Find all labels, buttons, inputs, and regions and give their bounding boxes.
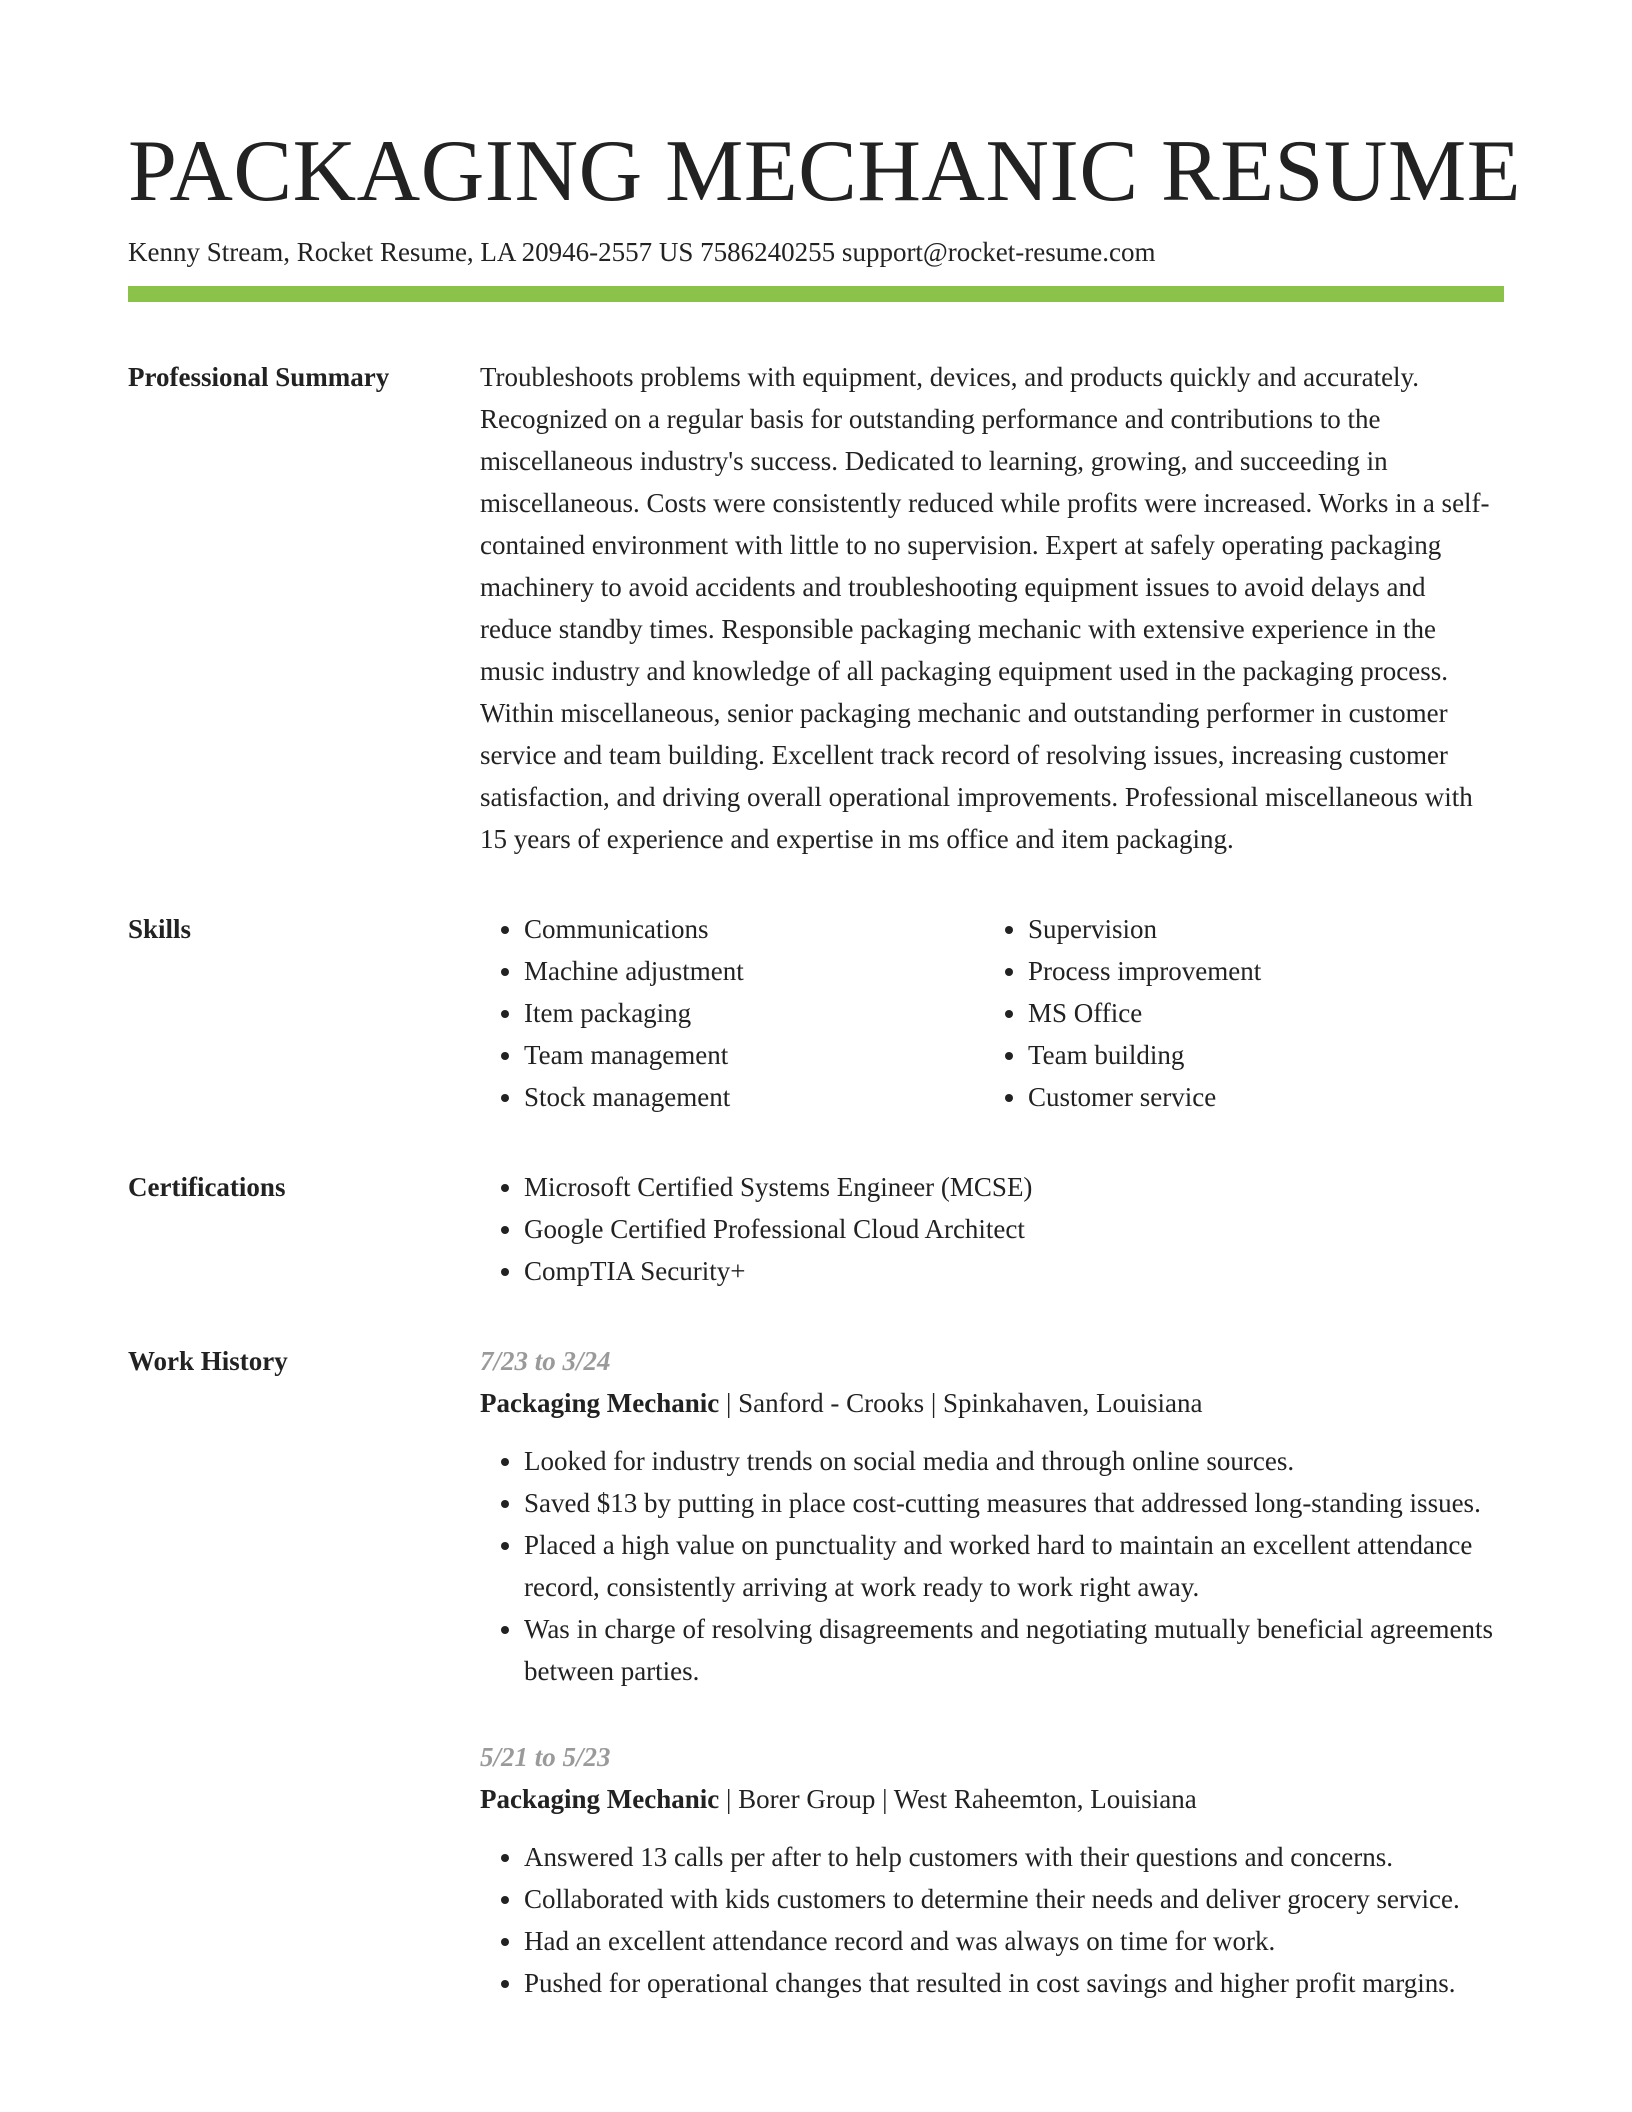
skill-item: • Communications [524,908,984,950]
job-bullet: • Collaborated with kids customers to determine their needs and deliver grocery service. [524,1878,1504,1920]
section-label-summary: Professional Summary [128,362,390,392]
job-entry [480,1736,1504,2004]
job-title: Packaging Mechanic [480,1388,720,1418]
skill-item: • Team building [1028,1034,1488,1076]
resume-page [128,120,1521,2004]
certification-item: • Google Certified Professional Cloud Architect [524,1208,1504,1250]
skill-item: • Process improvement [1028,950,1488,992]
job-entry [480,1340,1504,1692]
job-dates: 7/23 to 3/24 [480,1346,611,1376]
job-bullets [480,1836,1504,2004]
job-bullet: • Pushed for operational changes that resulted in cost savings and higher profit margins. [524,1962,1504,2004]
skills-grid [480,908,1504,1118]
certification-item: • Microsoft Certified Systems Engineer (MCSE) [524,1166,1504,1208]
skill-item: • Stock management [524,1076,984,1118]
job-bullet: • Answered 13 calls per after to help customers with their questions and concerns. [524,1836,1504,1878]
job-bullet: • Had an excellent attendance record and was always on time for work. [524,1920,1504,1962]
section-label-work-history: Work History [128,1346,288,1376]
skill-item: • Supervision [1028,908,1488,950]
job-bullet: • Placed a high value on punctuality and worked hard to maintain an excellent attendance record, consistently arriving at work ready to work right away. [524,1524,1504,1608]
certifications-section [128,1166,1504,1292]
job-bullet: • Looked for industry trends on social media and through online sources. [524,1440,1504,1482]
summary-text: Troubleshoots problems with equipment, devices, and products quickly and accurately. Recognized on a regular basis for outstanding performance and contributions to the miscellaneous industry's success. Dedicated to learning, growing, and succeeding in miscellaneous. Costs were consistently reduced while profits were increased. Works in a self-contained environment with little to no supervision. Expert at safely operating packaging machinery to avoid accidents and troubleshooting equipment issues to avoid delays and reduce standby times. Responsible packaging mechanic with extensive experience in the music industry and knowledge of all packaging equipment used in the packaging process. Within miscellaneous, senior packaging mechanic and outstanding performer in customer service and team building. Excellent track record of resolving issues, increasing customer satisfaction, and driving overall operational improvements. Professional miscellaneous with 15 years of experience and expertise in ms office and item packaging. [480,362,1490,854]
skills-column-left [480,908,984,1118]
skills-section [128,908,1504,1118]
skills-column-right [984,908,1488,1118]
work-history-section [128,1340,1504,2004]
section-label-skills: Skills [128,914,192,944]
skill-item: • Team management [524,1034,984,1076]
job-dates: 5/21 to 5/23 [480,1742,611,1772]
skill-item: • Machine adjustment [524,950,984,992]
job-bullet: • Was in charge of resolving disagreements and negotiating mutually beneficial agreements between parties. [524,1608,1504,1692]
section-label-certifications: Certifications [128,1172,286,1202]
contact-info: Kenny Stream, Rocket Resume, LA 20946-2557 US 7586240255 support@rocket-resume.com [128,237,1156,267]
certifications-list [480,1166,1504,1292]
resume-title: PACKAGING MECHANIC RESUME [128,123,1521,220]
job-bullets [480,1440,1504,1692]
certification-item: • CompTIA Security+ [524,1250,1504,1292]
job-employer-location: | Borer Group | West Raheemton, Louisiana [719,1784,1197,1814]
skill-item: • MS Office [1028,992,1488,1034]
skill-item: • Item packaging [524,992,984,1034]
job-title: Packaging Mechanic [480,1784,720,1814]
job-heading [480,1778,1504,1820]
skill-item: • Customer service [1028,1076,1488,1118]
job-heading [480,1382,1504,1424]
accent-divider [128,286,1504,302]
job-employer-location: | Sanford - Crooks | Spinkahaven, Louisiana [719,1388,1203,1418]
job-bullet: • Saved $13 by putting in place cost-cutting measures that addressed long-standing issues. [524,1482,1504,1524]
professional-summary-section [128,356,1504,860]
